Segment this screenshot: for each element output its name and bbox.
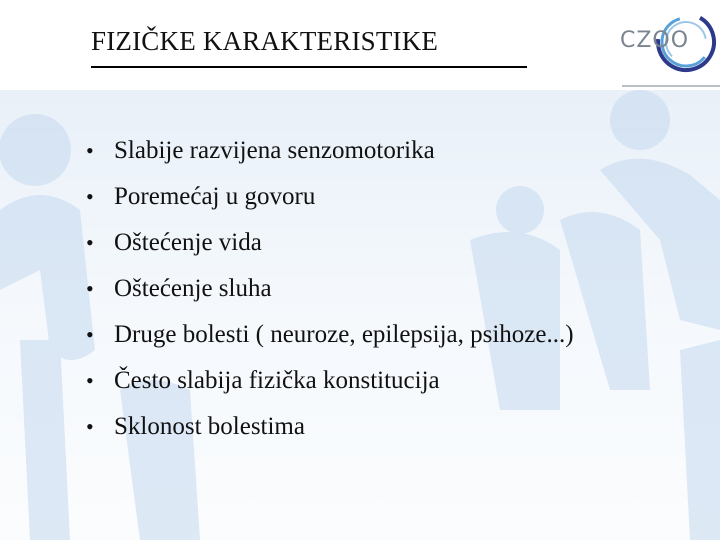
list-item xyxy=(86,182,574,228)
bullet-icon: • xyxy=(86,230,94,255)
bullet-text: Često slabija fizička konstitucija xyxy=(114,367,440,394)
bullet-text: Poremećaj u govoru xyxy=(114,183,316,210)
bullet-text: Oštećenje vida xyxy=(114,229,262,256)
bullet-text: Slabije razvijena senzomotorika xyxy=(114,137,435,164)
logo-rule xyxy=(622,85,720,87)
bullet-icon: • xyxy=(86,414,94,439)
bullet-text: Oštećenje sluha xyxy=(114,275,272,302)
list-item xyxy=(86,228,574,274)
slide-header xyxy=(0,0,720,90)
slide-title: FIZIČKE KARAKTERISTIKE xyxy=(91,26,439,56)
bullet-icon: • xyxy=(86,368,94,393)
list-item xyxy=(86,320,574,366)
czoo-logo xyxy=(612,8,720,90)
list-item xyxy=(86,274,574,320)
logo-text: CZOO xyxy=(620,28,690,53)
bullet-icon: • xyxy=(86,184,94,209)
list-item xyxy=(86,136,574,182)
bullet-icon: • xyxy=(86,276,94,301)
list-item xyxy=(86,412,574,458)
bullet-text: Sklonost bolestima xyxy=(114,413,305,440)
list-item xyxy=(86,366,574,412)
bullet-text: Druge bolesti ( neuroze, epilepsija, psihoze...) xyxy=(114,321,574,348)
bullet-list xyxy=(86,136,574,458)
bullet-icon: • xyxy=(86,138,94,163)
bullet-icon: • xyxy=(86,322,94,347)
title-underline xyxy=(91,66,527,68)
